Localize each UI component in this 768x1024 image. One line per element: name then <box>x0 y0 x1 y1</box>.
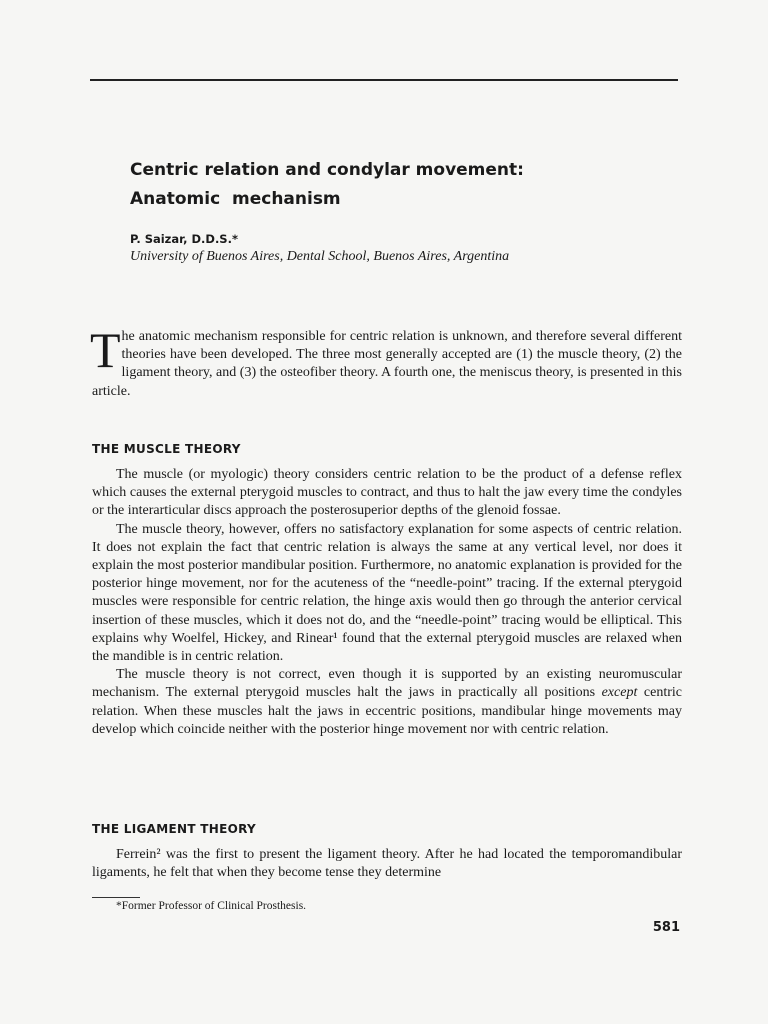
section-heading-muscle: THE MUSCLE THEORY <box>92 442 241 456</box>
author-affiliation: University of Buenos Aires, Dental School, Buenos Aires, Argentina <box>130 249 510 264</box>
muscle-paragraph-3: The muscle theory is not correct, even though it is supported by an existing neuromuscular mechanism. The external pterygoid muscles halt the jaws in practically all positions except centric relation. When these muscles halt the jaws in eccentric positions, mandibular hinge movements may develop which coincide neither with the posterior hinge movement nor with centric relation. <box>92 667 682 737</box>
intro-paragraph <box>90 322 682 401</box>
title-line-2: Anatomic mechanism <box>130 189 341 209</box>
top-rule <box>90 79 678 81</box>
muscle-paragraph-2: The muscle theory, however, offers no satisfactory explanation for some aspects of centric relation. It does not explain the fact that centric relation is always the same at any vertical level, nor does it explain the most posterior mandibular position. Furthermore, no anatomic explanation is provided for the posterior hinge movement, nor for the acuteness of the “needle-point” tracing. If the external pterygoid muscles were responsible for centric relation, the hinge axis would then go through the anterior cervical insertion of these muscles, which it does not do, and the “needle-point” tracing would be elliptical. This explains why Woelfel, Hickey, and Rinear¹ found that the external pterygoid muscles are relaxed when the mandible is in centric relation. <box>92 521 682 665</box>
author-name: P. Saizar, D.D.S.* <box>130 232 238 246</box>
footnote-rule <box>92 897 140 898</box>
page-number: 581 <box>652 920 680 935</box>
intro-text: he anatomic mechanism responsible for centric relation is unknown, and therefore several different theories have been developed. The three most generally accepted are (1) the muscle theory, (2) the ligament theory, and (3) the osteofiber theory. A fourth one, the meniscus theory, is presented in this article. <box>92 329 682 399</box>
ligament-paragraph-1: Ferrein² was the first to present the ligament theory. After he had located the temporomandibular ligaments, he felt that when they become tense they determine <box>92 847 682 881</box>
ligament-theory-section <box>92 846 682 882</box>
emphasis-except: except <box>601 685 638 701</box>
footnote: *Former Professor of Clinical Prosthesis. <box>116 900 307 912</box>
article-title <box>130 156 690 214</box>
muscle-theory-section <box>92 466 682 739</box>
title-line-1: Centric relation and condylar movement: <box>130 160 524 180</box>
section-heading-ligament: THE LIGAMENT THEORY <box>92 822 256 836</box>
drop-cap: T <box>90 322 121 378</box>
muscle-paragraph-1: The muscle (or myologic) theory considers centric relation to be the product of a defense reflex which causes the external pterygoid muscles to contract, and thus to halt the jaw every time the condyles or the interarticular discs approach the posterosuperior depths of the glenoid fossae. <box>92 467 682 519</box>
